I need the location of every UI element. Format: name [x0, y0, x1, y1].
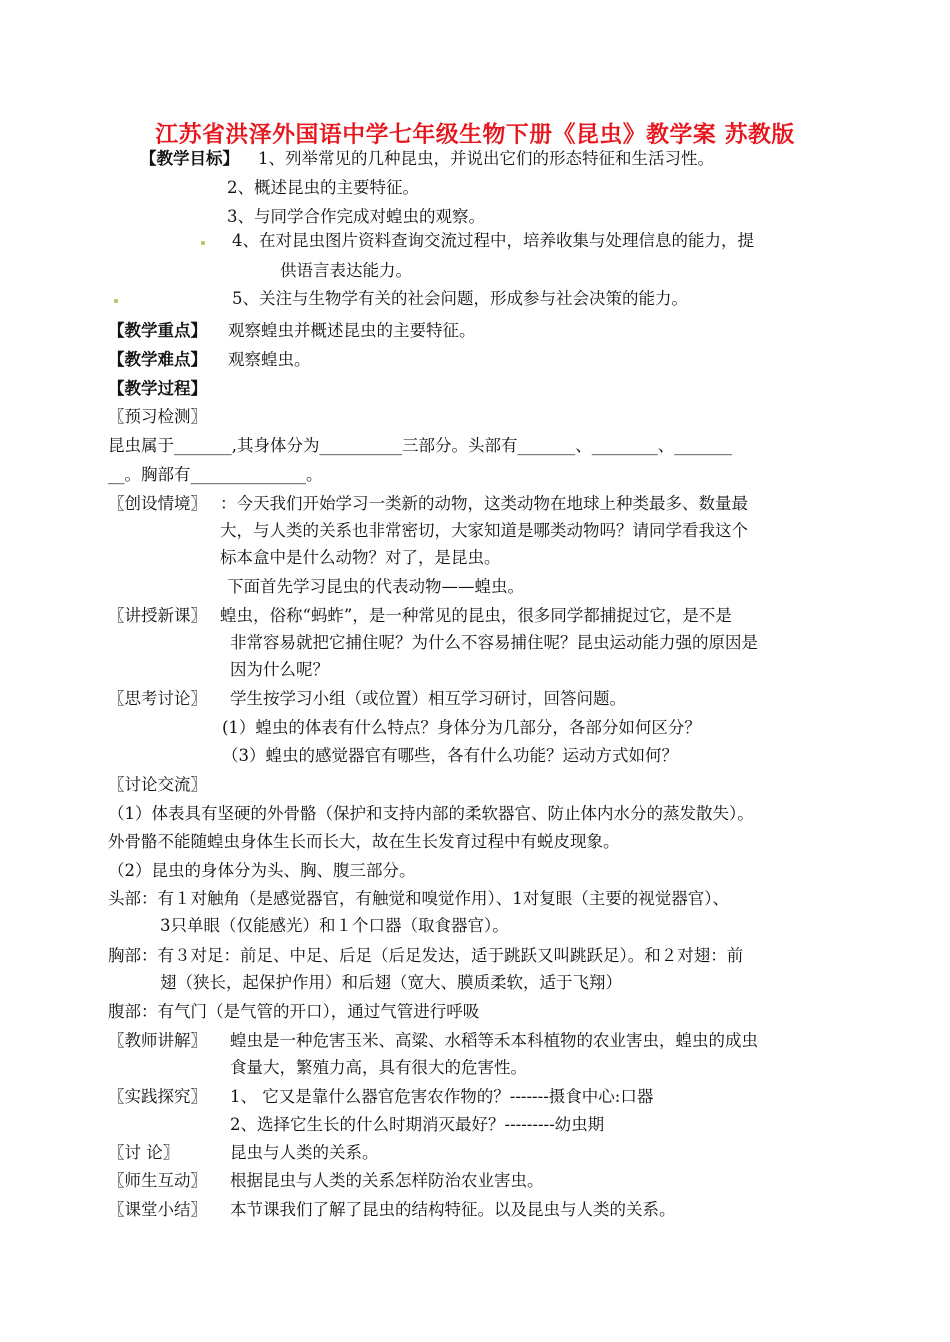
discussion-line-4: 头部：有１对触角（是感觉器官，有触觉和嗅觉作用）、1对复眼（主要的视觉器官）、	[108, 889, 729, 908]
teacher-line-2: 食量大，繁殖力高，具有很大的危害性。	[230, 1058, 527, 1077]
difficulty-text: 观察蝗虫。	[228, 350, 311, 369]
goals-label: 【教学目标】	[140, 149, 239, 168]
document-title: 江苏省洪泽外国语中学七年级生物下册《昆虫》教学案 苏教版	[155, 122, 795, 148]
discussion-line-6: 胸部：有３对足：前足、中足、后足（后足发达，适于跳跃又叫跳跃足）。和２对翅：前	[108, 946, 744, 965]
discussion-line-1: （1）体表具有坚硬的外骨骼（保护和支持内部的柔软器官、防止体内水分的蒸发散失）。	[108, 804, 754, 823]
process-label: 【教学过程】	[108, 379, 207, 398]
stray-mark	[114, 299, 118, 303]
goal-item-4-cont: 供语言表达能力。	[280, 261, 412, 280]
think-line-2: (1）蝗虫的体表有什么特点？身体分为几部分，各部分如何区分？	[222, 718, 701, 737]
scenario-line-2: 大，与人类的关系也非常密切，大家知道是哪类动物吗？请同学看我这个	[220, 521, 748, 540]
summary-label: 〖课堂小结〗	[108, 1200, 207, 1219]
interact-label: 〖师生互动〗	[108, 1171, 207, 1190]
teacher-line-1: 蝗虫是一种危害玉米、高粱、水稻等禾本科植物的农业害虫，蝗虫的成虫	[230, 1031, 758, 1050]
stray-mark	[201, 241, 205, 245]
scenario-line-3: 标本盒中是什么动物？对了，是昆虫。	[220, 548, 501, 567]
summary-text: 本节课我们了解了昆虫的结构特征。以及昆虫与人类的关系。	[230, 1200, 676, 1219]
discussion-line-3: （2）昆虫的身体分为头、胸、腹三部分。	[108, 861, 416, 880]
discussion-line-2: 外骨骼不能随蝗虫身体生长而长大，故在生长发育过程中有蜕皮现象。	[108, 832, 620, 851]
talk-text: 昆虫与人类的关系。	[230, 1143, 379, 1162]
difficulty-label: 【教学难点】	[108, 350, 207, 369]
practice-label: 〖实践探究〗	[108, 1087, 207, 1106]
preview-line-1: 昆虫属于_______,其身体分为__________三部分。头部有_______、________、_______	[108, 436, 732, 455]
practice-line-1: 1、 它又是靠什么器官危害农作物的？-------摄食中心:口器	[230, 1087, 654, 1106]
think-line-1: 学生按学习小组（或位置）相互学习研讨，回答问题。	[230, 689, 626, 708]
teacher-label: 〖教师讲解〗	[108, 1031, 207, 1050]
think-line-3: （3）蝗虫的感觉器官有哪些，各有什么功能？运动方式如何？	[222, 746, 678, 765]
goal-item-5: 5、关注与生物学有关的社会问题，形成参与社会决策的能力。	[232, 289, 688, 308]
lecture-line-1: 蝗虫，俗称“蚂蚱”，是一种常见的昆虫，很多同学都捕捉过它，是不是	[220, 606, 732, 625]
discussion-label: 〖讨论交流〗	[108, 775, 207, 794]
talk-label: 〖讨 论〗	[108, 1143, 180, 1162]
lecture-line-3: 因为什么呢？	[230, 660, 329, 679]
preview-line-2: __。胸部有______________。	[108, 465, 323, 484]
discussion-line-5: 3只单眼（仅能感光）和１个口器（取食器官）。	[160, 916, 509, 935]
goal-item-1: 1、列举常见的几种昆虫，并说出它们的形态特征和生活习性。	[258, 149, 714, 168]
interact-text: 根据昆虫与人类的关系怎样防治农业害虫。	[230, 1171, 544, 1190]
scenario-line-1: ：今天我们开始学习一类新的动物，这类动物在地球上种类最多、数量最	[220, 494, 748, 513]
discussion-line-7: 翅（狭长，起保护作用）和后翅（宽大、膜质柔软，适于飞翔）	[160, 973, 622, 992]
think-label: 〖思考讨论〗	[108, 689, 207, 708]
scenario-line-4: 下面首先学习昆虫的代表动物——蝗虫。	[227, 577, 524, 596]
goal-item-4: 4、在对昆虫图片资料查询交流过程中，培养收集与处理信息的能力，提	[232, 231, 754, 250]
goal-item-3: 3、与同学合作完成对蝗虫的观察。	[227, 207, 485, 226]
lecture-line-2: 非常容易就把它捕住呢？为什么不容易捕住呢？昆虫运动能力强的原因是	[230, 633, 758, 652]
goal-item-2: 2、概述昆虫的主要特征。	[227, 178, 419, 197]
focus-text: 观察蝗虫并概述昆虫的主要特征。	[228, 321, 476, 340]
practice-line-2: 2、选择它生长的什么时期消灭最好？---------幼虫期	[230, 1115, 605, 1134]
focus-label: 【教学重点】	[108, 321, 207, 340]
scenario-label: 〖创设情境〗	[108, 494, 207, 513]
preview-label: 〖预习检测〗	[108, 407, 207, 426]
discussion-line-8: 腹部：有气门（是气管的开口），通过气管进行呼吸	[108, 1002, 480, 1021]
lecture-label: 〖讲授新课〗	[108, 606, 207, 625]
